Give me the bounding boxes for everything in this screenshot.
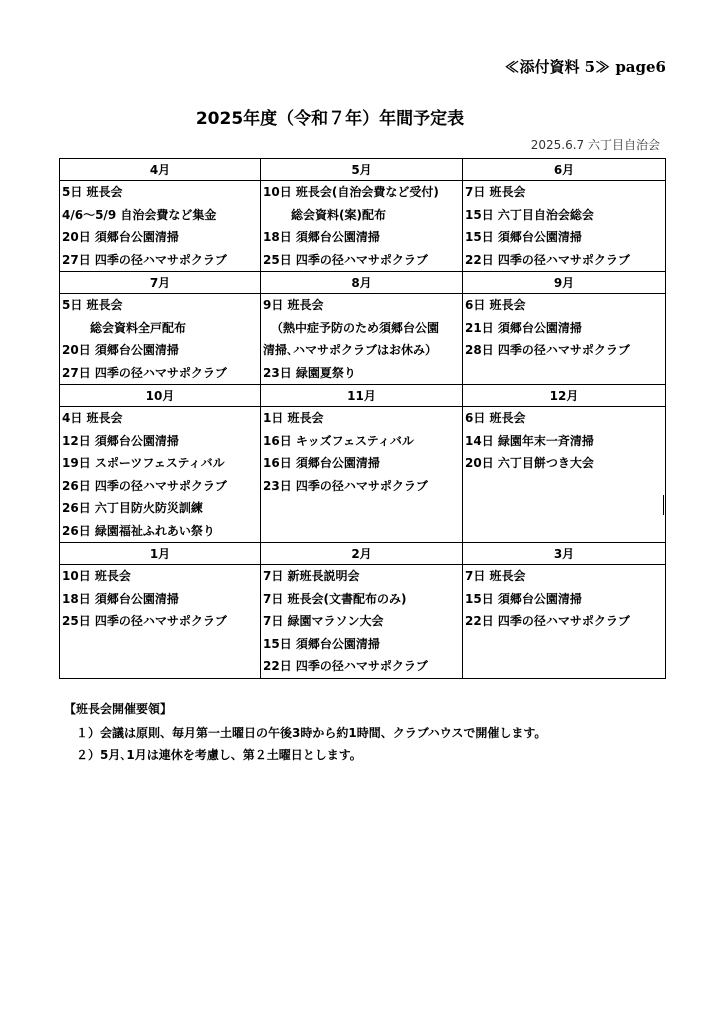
month-events-cell — [463, 407, 666, 543]
schedule-event: 15日 六丁目自治会総会 — [465, 207, 594, 222]
month-events-cell — [261, 294, 463, 385]
month-header: 6月 — [463, 159, 666, 181]
schedule-event: 18日 須郷台公園清掃 — [62, 591, 179, 606]
attachment-label: ≪添付資料 5≫ page6 — [504, 58, 666, 76]
schedule-event: 総会資料全戸配布 — [90, 320, 187, 335]
month-events-cell — [261, 407, 463, 543]
schedule-event: 20日 須郷台公園清掃 — [62, 343, 179, 357]
schedule-event: 15日 須郷台公園清掃 — [465, 230, 582, 244]
month-header-row — [60, 272, 666, 294]
month-header: 9月 — [463, 272, 666, 294]
month-events-cell — [261, 565, 463, 679]
schedule-event: 9日 班長会 — [263, 298, 324, 312]
edge-mark — [663, 495, 664, 515]
month-events-row — [60, 407, 666, 543]
schedule-event: 16日 キッズフェスティバル — [263, 433, 414, 448]
schedule-event: 12日 須郷台公園清掃 — [62, 433, 179, 448]
month-events-row — [60, 294, 666, 385]
schedule-event: 19日 スポーツフェスティバル — [62, 456, 225, 470]
schedule-event: 10日 班長会(自治会費など受付) — [263, 185, 439, 199]
schedule-event: 7日 新班長説明会 — [263, 569, 360, 583]
schedule-event: 26日 緑園福祉ふれあい祭り — [62, 523, 215, 538]
schedule-event: 27日 四季の径ハマサポクラブ — [62, 252, 227, 267]
month-events-cell — [60, 294, 261, 385]
schedule-event: 1日 班長会 — [263, 411, 324, 425]
schedule-event: 25日 四季の径ハマサポクラブ — [62, 614, 227, 628]
schedule-event: 25日 四季の径ハマサポクラブ — [263, 252, 428, 267]
schedule-event: 27日 四季の径ハマサポクラブ — [62, 365, 227, 380]
schedule-event: 5日 班長会 — [62, 185, 123, 199]
schedule-event: 22日 四季の径ハマサポクラブ — [465, 252, 630, 267]
month-events-row — [60, 565, 666, 679]
schedule-event: 20日 六丁目餅つき大会 — [465, 456, 594, 470]
schedule-event: 26日 四季の径ハマサポクラブ — [62, 478, 227, 493]
month-header-row — [60, 543, 666, 565]
month-header: 7月 — [60, 272, 261, 294]
month-events-row — [60, 181, 666, 272]
month-header: 8月 — [261, 272, 463, 294]
month-header-row — [60, 385, 666, 407]
month-header-row — [60, 159, 666, 181]
schedule-event: 7日 班長会(文書配布のみ) — [263, 591, 407, 606]
schedule-event: 26日 六丁目防火防災訓練 — [62, 501, 203, 515]
schedule-event: 4/6～5/9 自治会費など集金 — [62, 207, 217, 222]
schedule-event: 10日 班長会 — [62, 569, 131, 583]
schedule-event: 22日 四季の径ハマサポクラブ — [263, 659, 428, 673]
schedule-event: 23日 緑園夏祭り — [263, 365, 356, 380]
schedule-event: 18日 須郷台公園清掃 — [263, 230, 380, 244]
schedule-event: 21日 須郷台公園清掃 — [465, 320, 582, 335]
schedule-event: 16日 須郷台公園清掃 — [263, 456, 380, 470]
month-events-cell — [60, 565, 261, 679]
schedule-event: 7日 緑園マラソン大会 — [263, 614, 384, 628]
schedule-event: 28日 四季の径ハマサポクラブ — [465, 343, 630, 357]
schedule-event: 14日 緑園年末一斉清掃 — [465, 433, 594, 448]
note-item-1: １）会議は原則、毎月第一土曜日の午後3時から約1時間、クラブハウスで開催します。 — [76, 726, 547, 740]
month-events-cell — [463, 565, 666, 679]
month-header: 12月 — [463, 385, 666, 407]
month-header: 4月 — [60, 159, 261, 181]
month-events-cell — [261, 181, 463, 272]
notes-heading: 【班長会開催要領】 — [64, 702, 173, 716]
note-item-2: ２）5月､1月は連休を考慮し、第２土曜日とします。 — [76, 748, 362, 762]
month-events-cell — [463, 181, 666, 272]
month-events-cell — [463, 294, 666, 385]
schedule-event: 総会資料(案)配布 — [291, 207, 386, 222]
annual-schedule-table — [59, 158, 666, 679]
schedule-event: 清掃､ハマサポクラブはお休み） — [263, 343, 438, 357]
schedule-event: 15日 須郷台公園清掃 — [263, 636, 380, 651]
month-header: 1月 — [60, 543, 261, 565]
schedule-event: 5日 班長会 — [62, 298, 123, 312]
month-header: 11月 — [261, 385, 463, 407]
schedule-event: 23日 四季の径ハマサポクラブ — [263, 478, 428, 493]
schedule-event: 7日 班長会 — [465, 569, 526, 583]
schedule-event: 6日 班長会 — [465, 298, 526, 312]
month-events-cell — [60, 407, 261, 543]
schedule-event: 6日 班長会 — [465, 411, 526, 425]
schedule-event: （熱中症予防のため須郷台公園 — [271, 320, 440, 335]
schedule-event: 20日 須郷台公園清掃 — [62, 230, 179, 244]
month-header: 5月 — [261, 159, 463, 181]
schedule-event: 7日 班長会 — [465, 185, 526, 199]
date-organization: 2025.6.7 六丁目自治会 — [530, 138, 660, 152]
month-header: 10月 — [60, 385, 261, 407]
month-header: 3月 — [463, 543, 666, 565]
schedule-event: 22日 四季の径ハマサポクラブ — [465, 614, 630, 628]
month-header: 2月 — [261, 543, 463, 565]
schedule-event: 4日 班長会 — [62, 411, 123, 425]
schedule-event: 15日 須郷台公園清掃 — [465, 591, 582, 606]
page-title: 2025年度（令和７年）年間予定表 — [195, 109, 465, 129]
month-events-cell — [60, 181, 261, 272]
